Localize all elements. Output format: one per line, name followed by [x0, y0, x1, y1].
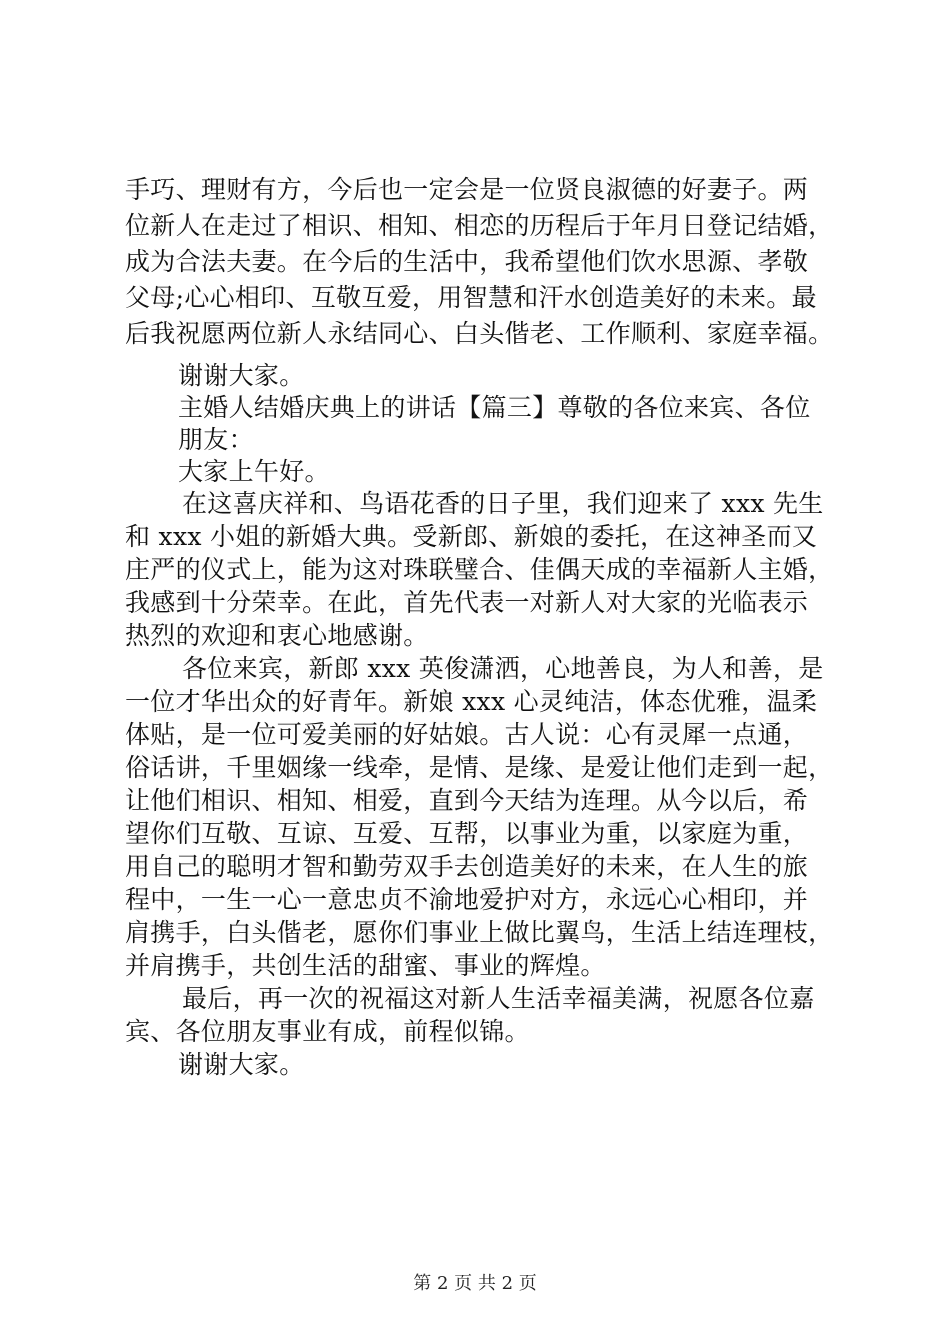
body-text-line: 后我祝愿两位新人永结同心、白头偕老、工作顺利、家庭幸福。 [125, 319, 834, 348]
paragraph-line: 庄严的仪式上，能为这对珠联璧合、佳偶天成的幸福新人主婚， [125, 555, 834, 584]
body-text-line: 父母;心心相印、互敬互爱，用智慧和汗水创造美好的未来。最 [125, 283, 817, 312]
paragraph-line: 并肩携手，共创生活的甜蜜、事业的辉煌。 [125, 951, 606, 980]
paragraph-line: 望你们互敬、互谅、互爱、互帮，以事业为重，以家庭为重， [125, 819, 809, 848]
paragraph-line: 热烈的欢迎和衷心地感谢。 [125, 621, 429, 650]
paragraph-line: 程中，一生一心一意忠贞不渝地爱护对方，永远心心相印，并 [125, 885, 809, 914]
paragraph-line: 体贴，是一位可爱美丽的好姑娘。古人说：心有灵犀一点通， [125, 720, 809, 749]
section-heading-cont: 朋友： [178, 425, 254, 454]
closing-thanks: 谢谢大家。 [178, 1050, 305, 1079]
paragraph-line: 各位来宾，新郎 xxx 英俊潇洒，心地善良，为人和善，是 [182, 654, 824, 683]
paragraph-line: 宾、各位朋友事业有成，前程似锦。 [125, 1017, 530, 1046]
paragraph-line: 让他们相识、相知、相爱，直到今天结为连理。从今以后，希 [125, 786, 809, 815]
body-text-line: 手巧、理财有方，今后也一定会是一位贤良淑德的好妻子。两 [125, 175, 809, 204]
paragraph-line: 俗话讲，千里姻缘一线牵，是情、是缘、是爱让他们走到一起， [125, 753, 834, 782]
paragraph-line: 最后，再一次的祝福这对新人生活幸福美满，祝愿各位嘉 [182, 984, 815, 1013]
paragraph-line: 在这喜庆祥和、鸟语花香的日子里，我们迎来了 xxx 先生 [182, 489, 824, 518]
closing-thanks: 谢谢大家。 [178, 361, 305, 390]
body-text-line: 位新人在走过了相识、相知、相恋的历程后于年月日登记结婚， [125, 211, 834, 240]
greeting: 大家上午好。 [178, 457, 330, 486]
section-heading: 主婚人结婚庆典上的讲话【篇三】尊敬的各位来宾、各位 [178, 393, 811, 422]
body-text-line: 成为合法夫妻。在今后的生活中，我希望他们饮水思源、孝敬 [125, 247, 809, 276]
paragraph-line: 和 xxx 小姐的新婚大典。受新郎、新娘的委托，在这神圣而又 [125, 522, 818, 551]
paragraph-line: 一位才华出众的好青年。新娘 xxx 心灵纯洁，体态优雅，温柔 [125, 687, 818, 716]
paragraph-line: 用自己的聪明才智和勤劳双手去创造美好的未来，在人生的旅 [125, 852, 809, 881]
page-number-footer: 第 2 页 共 2 页 [413, 1273, 537, 1294]
paragraph-line: 我感到十分荣幸。在此，首先代表一对新人对大家的光临表示 [125, 588, 809, 617]
paragraph-line: 肩携手，白头偕老，愿你们事业上做比翼鸟，生活上结连理枝， [125, 918, 834, 947]
